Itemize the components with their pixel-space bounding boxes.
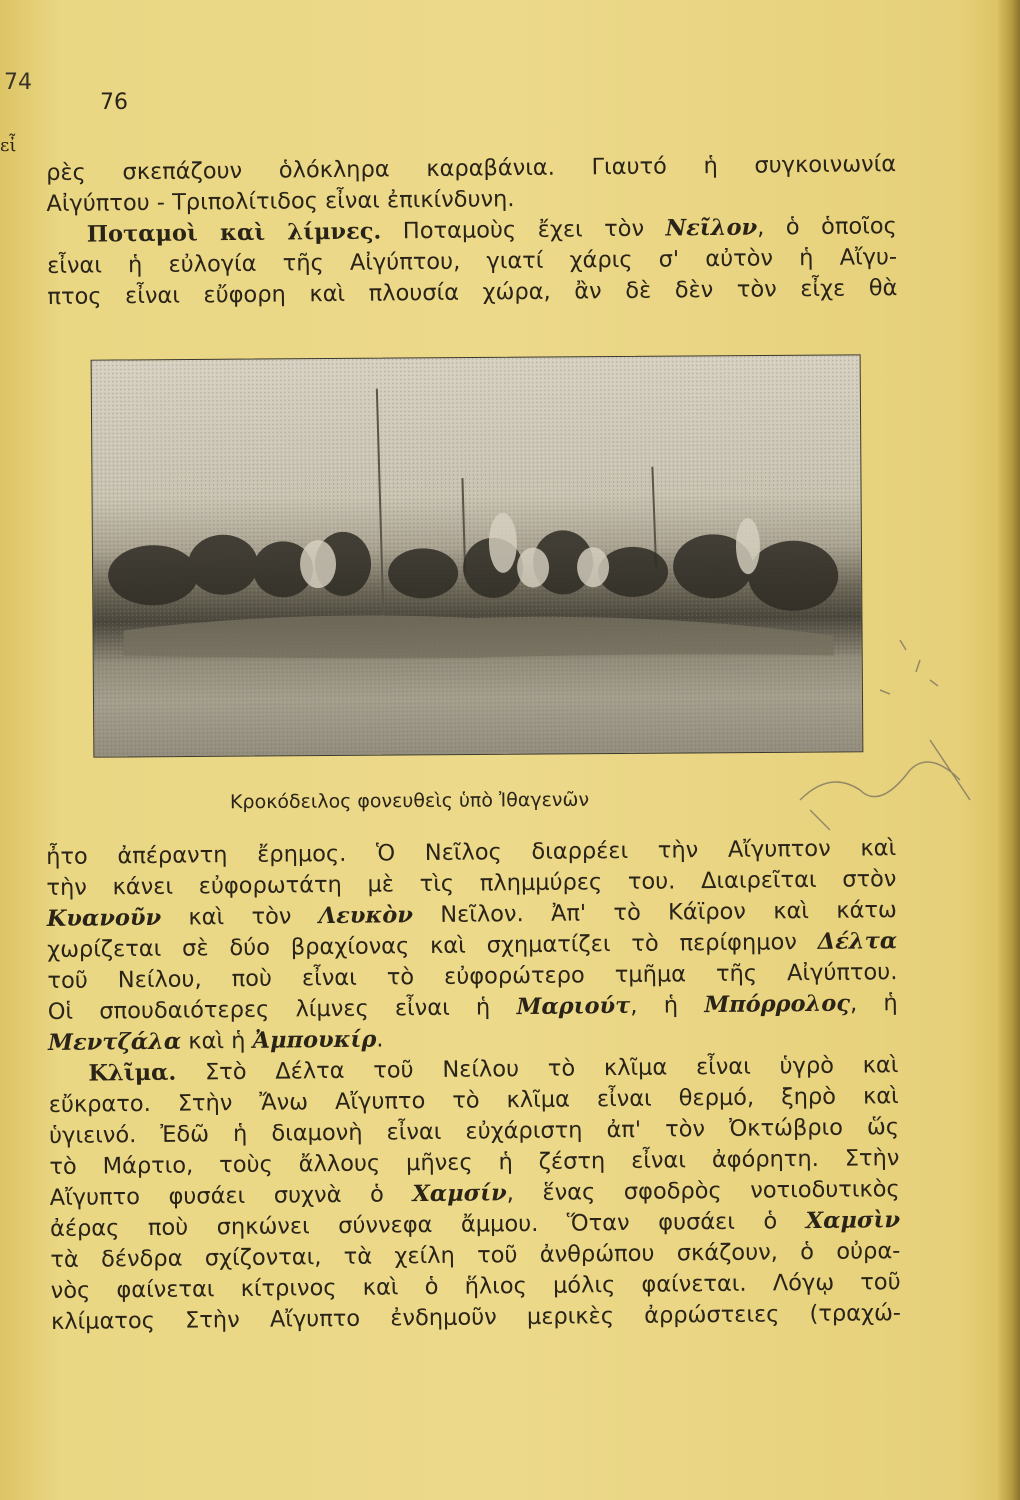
term-mariout: Μαριούτ [516,992,631,1021]
text-span: , ἕνας σφοδρὸς νοτιοδυτικὸς [506,1176,900,1207]
term-blue-nile: Κυανοῦν [46,904,162,932]
text-line: τὴν κάνει εὐφορωτάτη μὲ τὶς πλημμύρες του. Διαιρεῖται στὸν [46,866,897,901]
text-line: ὑγιεινό. Ἐδῶ ἡ διαμονὴ εἶναι εὐχάριστη ἀπ' τὸν Ὀκτώβριο ὥς [48,1114,900,1149]
text-line: εἶναι ἡ εὐλογία τῆς Αἰγύπτου, γιατί χάρις σ' αὐτὸν ἡ Αἴγυ- [46,244,898,279]
crocodile-photo [91,354,864,757]
section-heading-rivers: Ποταμοὶ καὶ λίμνες. [86,218,382,248]
term-delta: Δέλτα [817,928,898,955]
pencil-page-number: 74 [4,70,32,95]
term-nile: Νεῖλον [665,214,758,242]
text-span: , ὁ ὁποῖος [756,213,897,241]
page-number: 76 [100,90,128,115]
photo-illustration [92,355,863,756]
text-line: πτος εἶναι εὔφορη καὶ πλουσία χώρα, ἂν δὲ δὲν τὸν εἶχε θὰ [47,275,898,310]
text-span: ἀέρας ποὺ σηκώνει σύννεφα ἄμμου. Ὅταν φυσάει ὁ [49,1208,806,1242]
text-span: Αἴγυπτο φυσάει συχνὰ ὁ [49,1181,413,1211]
text-line: τοῦ Νείλου, ποὺ εἶναι τὸ εὐφορώτερο τμῆμα τῆς Αἰγύπτου. [47,959,898,994]
text-span: , ἡ [630,992,705,1019]
text-line: εὔκρατο. Στὴν Ἄνω Αἴγυπτο τὸ κλῖμα εἶναι θερμό, ξηρὸ καὶ [48,1083,899,1118]
photo-caption: Κροκόδειλος φονευθεὶς ὑπὸ Ἰθαγενῶν [229,788,590,814]
text-line: τὸ Μάρτιο, τοὺς ἄλλους μῆνες ἡ ζέστη εἶναι ἀφόρητη. Στὴν [49,1145,900,1180]
text-span: . [376,1026,384,1053]
page-edge [998,0,1020,1500]
text-line: κλίματος Στὴν Αἴγυπτο ἐνδημοῦν μερικὲς ἀρρώστειες (τραχώ- [50,1300,902,1335]
text-span: καὶ ἡ [181,1027,253,1055]
term-white-nile: Λευκὸν [318,902,414,930]
section-heading-climate: Κλῖμα. [88,1059,177,1087]
term-khamsin: Χαμσίν [412,1180,507,1208]
text-span: Στὸ Δέλτα τοῦ Νείλου τὸ κλῖμα εἶναι ὑγρὸ καὶ [176,1052,899,1086]
text-line: Αἰγύπτου - Τριπολίτιδος εἶναι ἐπικίνδυνη. [46,186,515,217]
text-span: Οἱ σπουδαιότερες λίμνες εἶναι ἡ [47,994,517,1025]
text-span: Ποταμοὺς ἔχει τὸν [381,215,666,245]
term-mentzala: Μεντζάλα [47,1028,182,1056]
top-text [46,149,898,313]
text-span: χωρίζεται σὲ δύο βραχίονας καὶ σχηματίζει τὸ περίφημον [46,928,818,963]
text-span: Νεῖλον. Ἀπ' τὸ Κάϊρον καὶ κάτω [412,897,897,929]
text-line: τὰ δένδρα σχίζονται, τὰ χείλη τοῦ ἀνθρώπου σκάζουν, ὁ οὐρα- [50,1238,901,1273]
text-span: , ἡ [849,990,898,1017]
text-span: καὶ τὸν [160,903,319,931]
margin-fragment: εἶ [0,135,17,156]
bottom-text [46,833,901,1338]
text-line: ἦτο ἀπέραντη ἔρημος. Ὁ Νεῖλος διαρρέει τὴν Αἴγυπτον καὶ [46,835,897,870]
text-line: ρὲς σκεπάζουν ὁλόκληρα καραβάνια. Γιαυτό ἡ συγκοινωνία [46,151,897,186]
term-borollos: Μπόρρολος [704,990,851,1019]
term-khamsin-2: Χαμσὶν [805,1207,901,1235]
term-aboukir: Ἀμπουκίρ [252,1026,377,1054]
text-line: νὸς φαίνεται κίτρινος καὶ ὁ ἥλιος μόλις φαίνεται. Λόγῳ τοῦ [50,1269,901,1304]
